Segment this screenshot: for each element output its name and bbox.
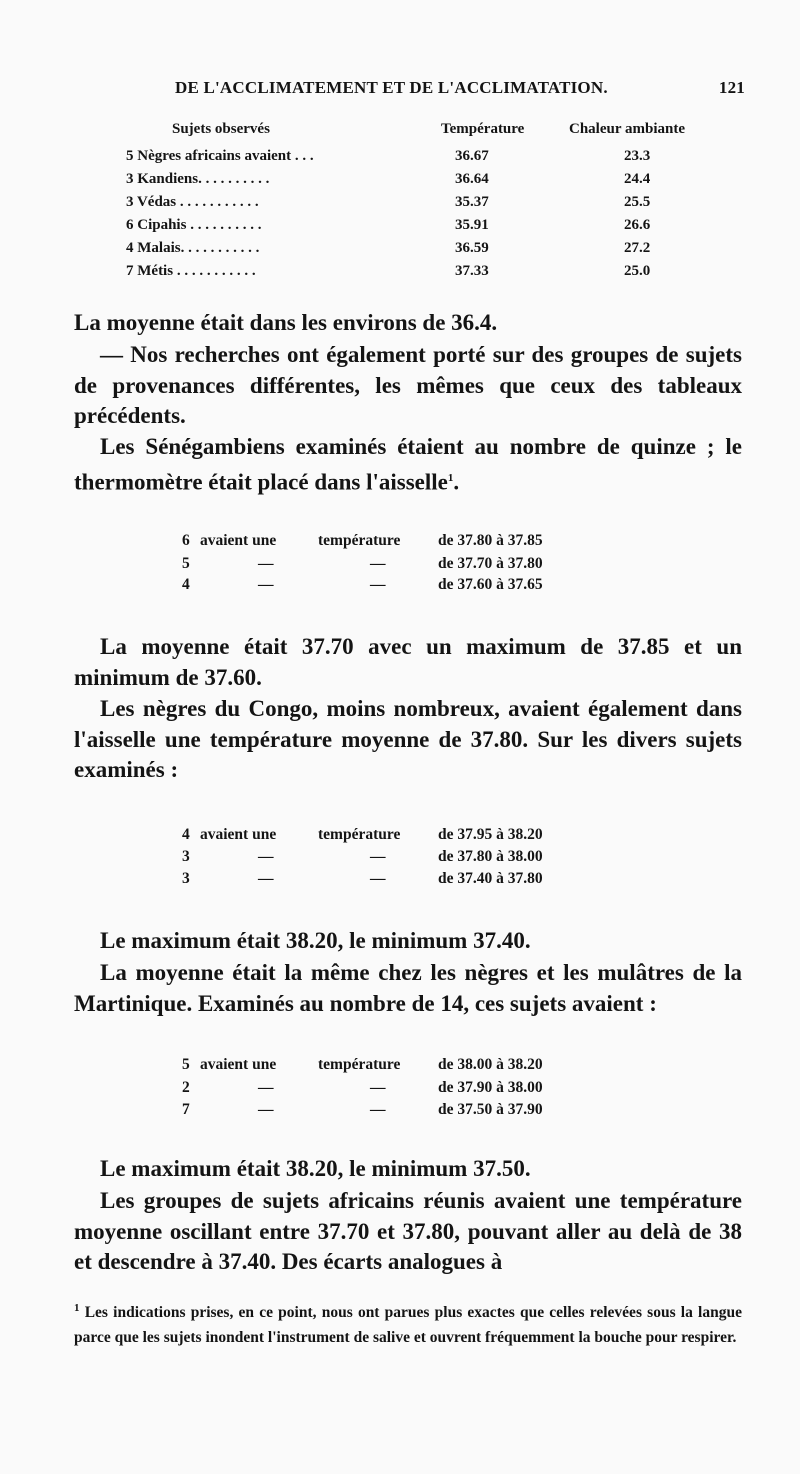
table-row <box>0 171 800 191</box>
ditto-mark: — <box>370 576 386 593</box>
table-cell: 24.4 <box>624 171 651 187</box>
range: de 37.80 à 38.00 <box>438 848 543 865</box>
list-item <box>0 848 800 870</box>
list-item <box>0 1101 800 1123</box>
table-cell: 23.3 <box>624 148 651 164</box>
header-title: DE L'ACCLIMATEMENT ET DE L'ACCLIMATATION. <box>175 78 608 97</box>
label: avaient une <box>200 532 277 549</box>
label: avaient une <box>200 1056 277 1073</box>
count: 3 <box>182 848 190 865</box>
footnote-mark: 1 <box>74 1302 80 1314</box>
table-header-row <box>0 121 800 141</box>
table-row <box>0 148 800 168</box>
table-cell: 5 Nègres africains avaient . . . <box>126 148 314 164</box>
count: 6 <box>182 532 190 549</box>
count: 4 <box>182 576 190 593</box>
table-header: Chaleur ambiante <box>569 121 685 137</box>
ditto-mark: — <box>258 870 274 887</box>
ditto-mark: — <box>258 848 274 865</box>
ditto-mark: — <box>370 848 386 865</box>
table-cell: 3 Védas . . . . . . . . . . . <box>126 194 259 210</box>
table-cell: 36.64 <box>455 171 489 187</box>
range: de 37.60 à 37.65 <box>438 576 543 593</box>
paragraph: La moyenne était dans les environs de 36.4. <box>74 310 498 335</box>
paragraph: Les nègres du Congo, moins nombreux, avaient également dans l'aisselle une température moyenne de 37.80. Sur les divers sujets examinés : <box>74 696 742 782</box>
count: 3 <box>182 870 190 887</box>
ditto-mark: — <box>370 870 386 887</box>
range: de 37.95 à 38.20 <box>438 826 543 843</box>
paragraph <box>74 432 742 498</box>
label: température <box>318 532 401 549</box>
table-cell: 26.6 <box>624 217 651 233</box>
table-cell: 36.67 <box>455 148 489 164</box>
list-item <box>0 555 800 577</box>
paragraph: Le maximum était 38.20, le minimum 37.40. <box>100 928 531 953</box>
table-cell: 37.33 <box>455 263 489 279</box>
table-header: Sujets observés <box>172 121 270 137</box>
count: 4 <box>182 826 190 843</box>
list-item <box>0 1079 800 1101</box>
page-number: 121 <box>718 78 745 97</box>
footnote-text: Les indications prises, en ce point, nous ont parues plus exactes que celles relevées sous la langue parce que les sujets inondent l'instrument de salive et ouvrent fréquemment la bouche pour respirer. <box>74 1304 742 1347</box>
ditto-mark: — <box>258 555 274 572</box>
table-cell: 36.59 <box>455 240 489 256</box>
table-row <box>0 194 800 214</box>
paragraph: La moyenne était 37.70 avec un maximum de 37.85 et un minimum de 37.60. <box>74 634 742 690</box>
table-cell: 35.91 <box>455 217 489 233</box>
count: 7 <box>182 1101 190 1118</box>
paragraph-end: . <box>453 469 460 495</box>
table-header: Température <box>441 121 525 137</box>
table-row <box>0 217 800 237</box>
range: de 37.50 à 37.90 <box>438 1101 543 1118</box>
paragraph: La moyenne était la même chez les nègres et les mulâtres de la Martinique. Examinés au nombre de 14, ces sujets avaient : <box>74 960 742 1016</box>
count: 5 <box>182 555 190 572</box>
running-header <box>80 78 745 102</box>
table-cell: 25.0 <box>624 263 651 279</box>
ditto-mark: — <box>370 1079 386 1096</box>
table-cell: 27.2 <box>624 240 651 256</box>
paragraph: Le maximum était 38.20, le minimum 37.50. <box>100 1156 531 1181</box>
ditto-mark: — <box>370 555 386 572</box>
table-cell: 35.37 <box>455 194 489 210</box>
table-cell: 7 Métis . . . . . . . . . . . <box>126 263 256 279</box>
list-item <box>0 1056 800 1078</box>
label: avaient une <box>200 826 277 843</box>
ditto-mark: — <box>258 1101 274 1118</box>
range: de 37.80 à 37.85 <box>438 532 543 549</box>
count: 2 <box>182 1079 190 1096</box>
range: de 37.70 à 37.80 <box>438 555 543 572</box>
table-row <box>0 263 800 283</box>
ditto-mark: — <box>370 1101 386 1118</box>
list-item <box>0 532 800 554</box>
paragraph: — Nos recherches ont également porté sur des groupes de sujets de provenances différentes, les mêmes que ceux des tableaux précédents. <box>74 342 742 428</box>
ditto-mark: — <box>258 576 274 593</box>
list-item <box>0 576 800 598</box>
count: 5 <box>182 1056 190 1073</box>
ditto-mark: — <box>258 1079 274 1096</box>
paragraph-text: Les Sénégambiens examinés étaient au nombre de quinze ; le thermomètre était placé dans l'aisselle <box>74 434 742 495</box>
table-cell: 25.5 <box>624 194 651 210</box>
range: de 37.40 à 37.80 <box>438 870 543 887</box>
paragraph: Les groupes de sujets africains réunis avaient une température moyenne oscillant entre 37.70 et 37.80, pouvant aller au delà de 38 et descendre à 37.40. Des écarts analogues à <box>74 1188 742 1274</box>
table-cell: 6 Cipahis . . . . . . . . . . <box>126 217 262 233</box>
table-cell: 3 Kandiens. . . . . . . . . . <box>126 171 270 187</box>
footnote <box>74 1296 742 1350</box>
label: température <box>318 826 401 843</box>
range: de 37.90 à 38.00 <box>438 1079 543 1096</box>
table-row <box>0 240 800 260</box>
label: température <box>318 1056 401 1073</box>
list-item <box>0 826 800 848</box>
footnote-ref: 1 <box>447 471 454 484</box>
table-cell: 4 Malais. . . . . . . . . . . <box>126 240 260 256</box>
range: de 38.00 à 38.20 <box>438 1056 543 1073</box>
list-item <box>0 870 800 892</box>
